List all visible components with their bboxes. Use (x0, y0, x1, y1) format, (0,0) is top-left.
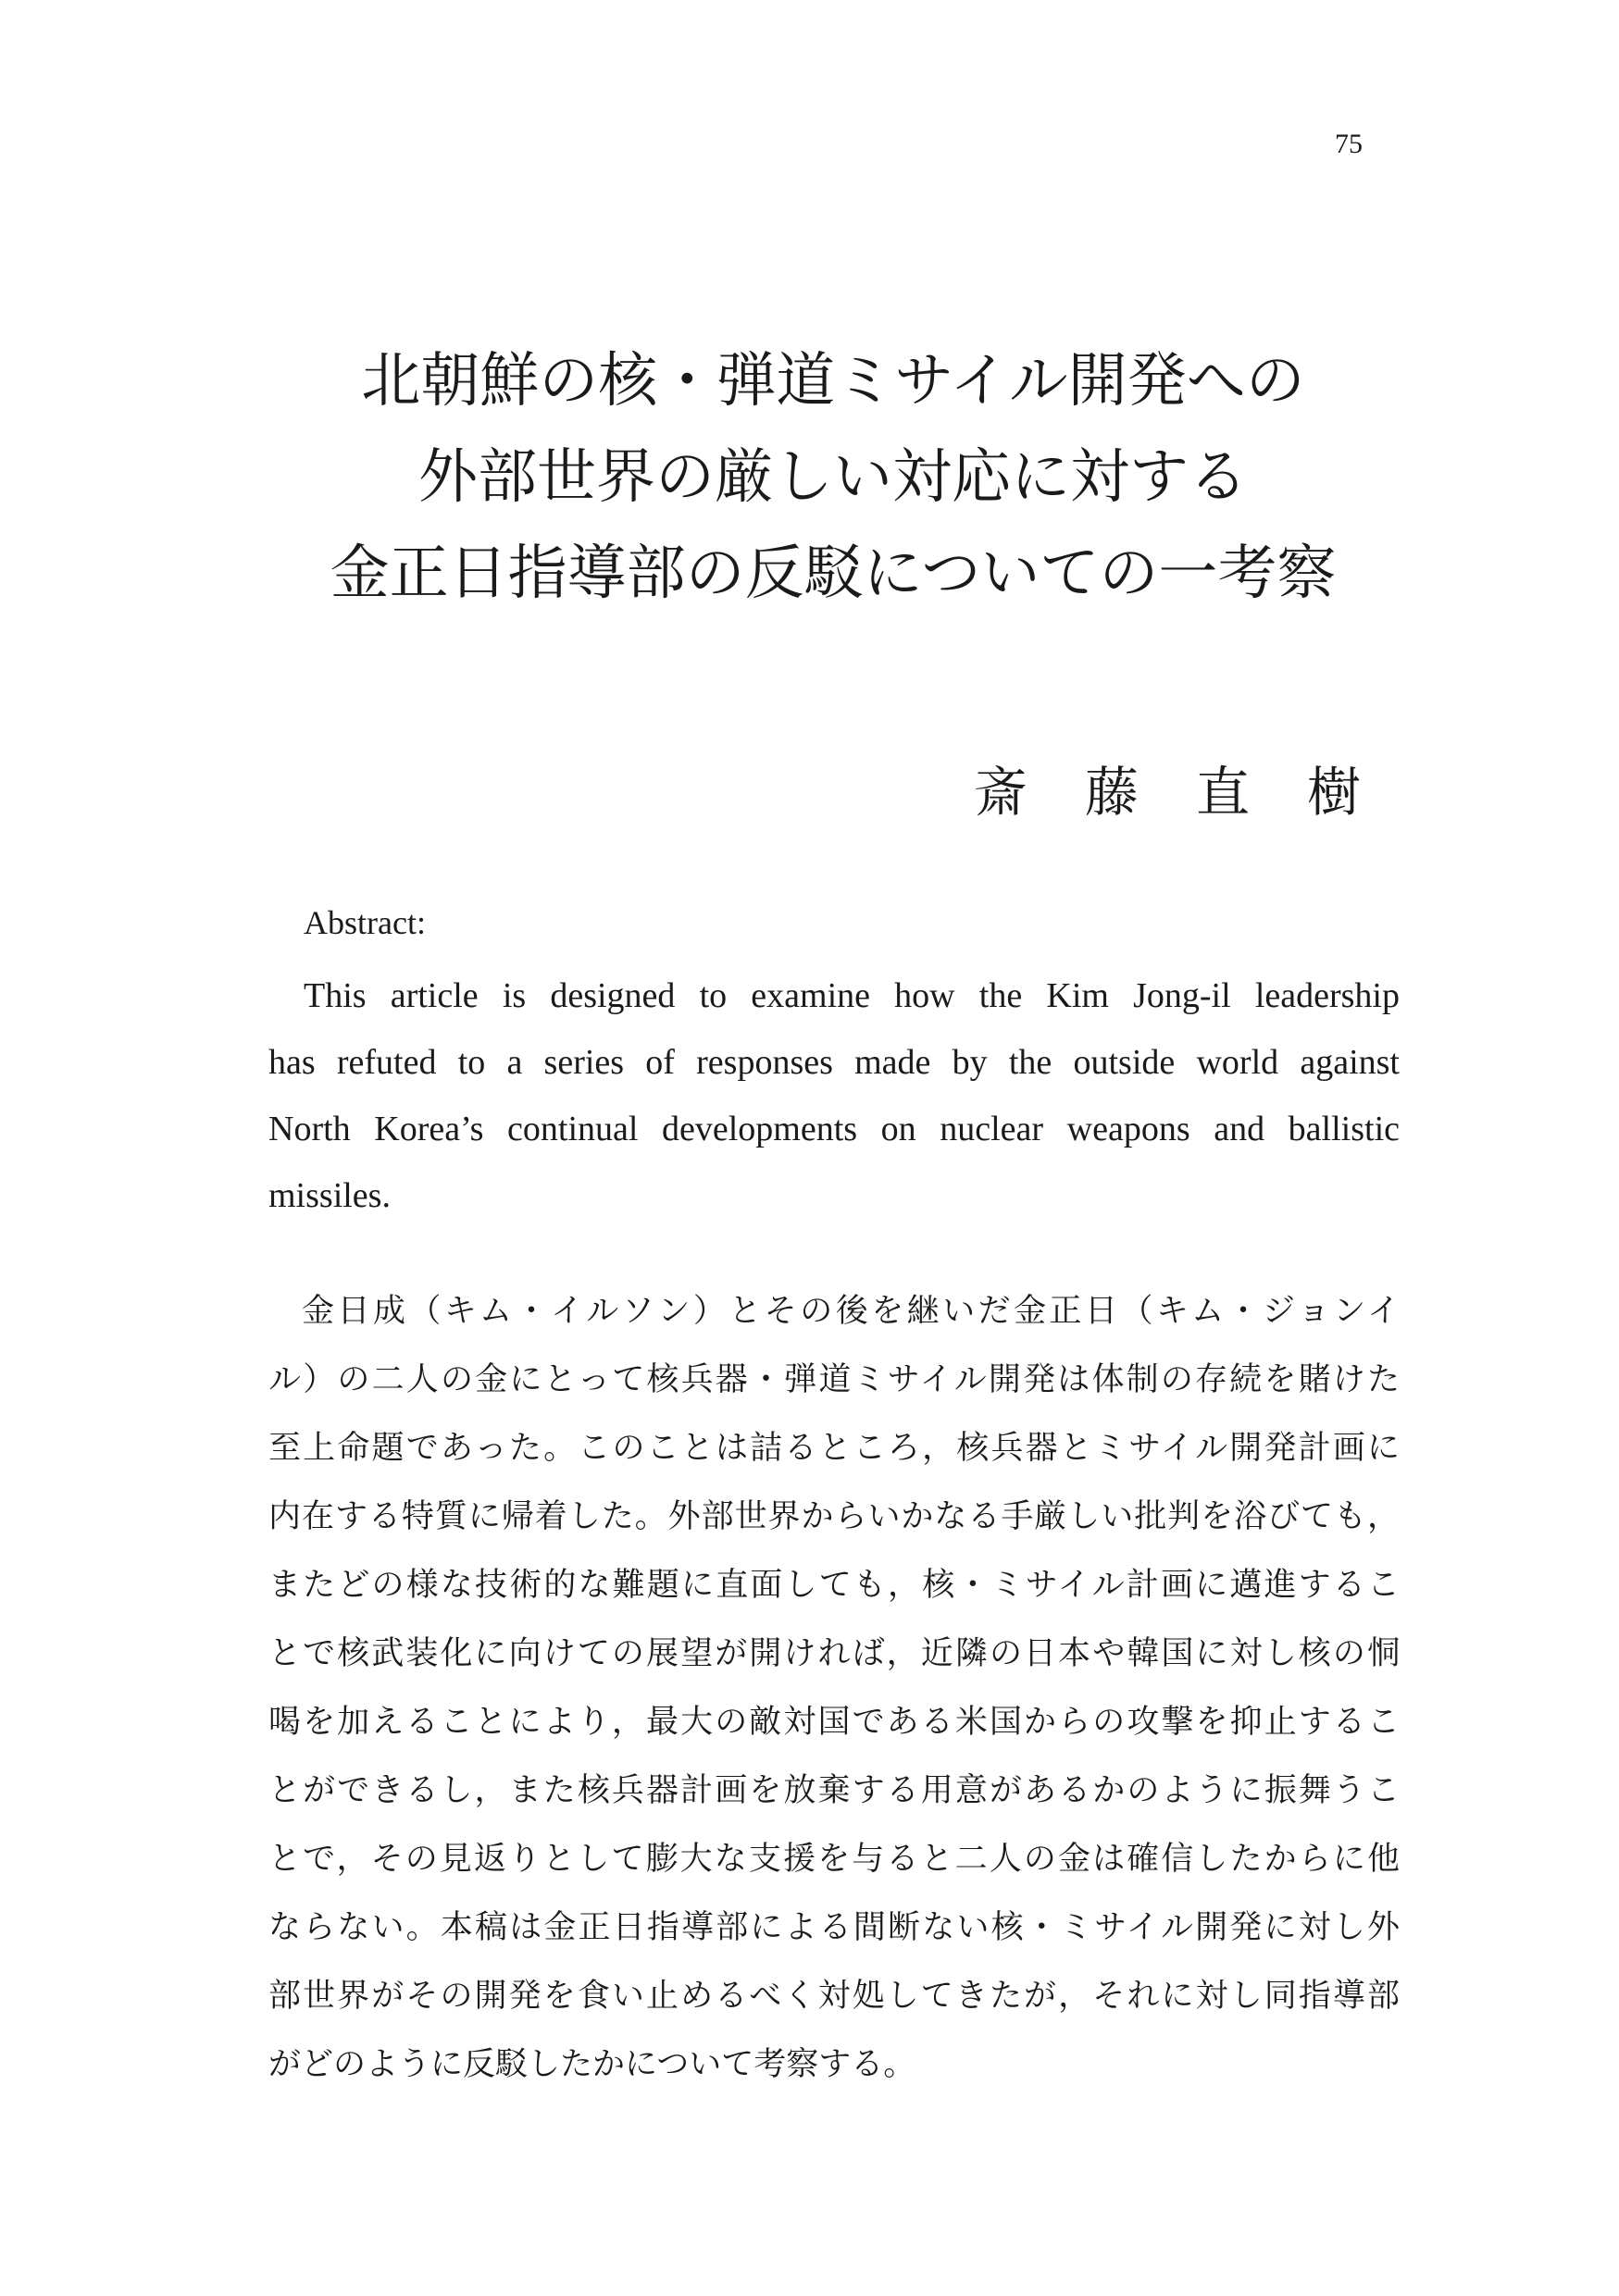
abstract-line: has refuted to a series of responses made by the outside world against (268, 1043, 1400, 1082)
abstract-label: Abstract: (304, 904, 426, 941)
title-line: 北朝鮮の核・弾道ミサイル開発への (361, 347, 1305, 416)
body-line: とで，その見返りとして膨大な支援を与ると二人の金は確信したからに他 (268, 1841, 1400, 1878)
page-number: 75 (1335, 129, 1363, 159)
body-line: 部世界がその開発を食い止めるべく対処してきたが，それに対し同指導部 (268, 1978, 1400, 2015)
author-name: 斎藤直樹 (974, 761, 1419, 824)
body-line: またどの様な技術的な難題に直面しても，核・ミサイル計画に邁進するこ (268, 1567, 1400, 1604)
body-paragraph (268, 1277, 1400, 2099)
title-line: 外部世界の厳しい対応に対する (418, 443, 1248, 512)
body-line: 内在する特質に帰着した。外部世界からいかなる手厳しい批判を浴びても， (268, 1498, 1400, 1535)
body-line: とができるし，また核兵器計画を放棄する用意があるかのように振舞うこ (268, 1772, 1400, 1809)
abstract-line: North Korea’s continual developments on nuclear weapons and ballistic (268, 1110, 1400, 1148)
title-line: 金正日指導部の反駁についての一考察 (330, 540, 1337, 608)
abstract-text (268, 962, 1400, 1229)
body-line: がどのように反駁したかについて考察する。 (268, 2046, 916, 2083)
body-line: 金日成（キム・イルソン）とその後を継いだ金正日（キム・ジョンイ (302, 1293, 1400, 1330)
article-title (185, 333, 1481, 622)
body-line: ル）の二人の金にとって核兵器・弾道ミサイル開発は体制の存続を賭けた (268, 1361, 1400, 1398)
body-line: ならない。本稿は金正日指導部による間断ない核・ミサイル開発に対し外 (268, 1909, 1400, 1946)
body-line: 至上命題であった。このことは詰るところ，核兵器とミサイル開発計画に (268, 1430, 1400, 1467)
abstract-line: This article is designed to examine how the Kim Jong-il leadership (304, 976, 1400, 1015)
body-line: 喝を加えることにより，最大の敵対国である米国からの攻撃を抑止するこ (268, 1704, 1400, 1741)
body-line: とで核武装化に向けての展望が開ければ，近隣の日本や韓国に対し核の恫 (268, 1635, 1400, 1672)
abstract-line: missiles. (268, 1176, 391, 1215)
